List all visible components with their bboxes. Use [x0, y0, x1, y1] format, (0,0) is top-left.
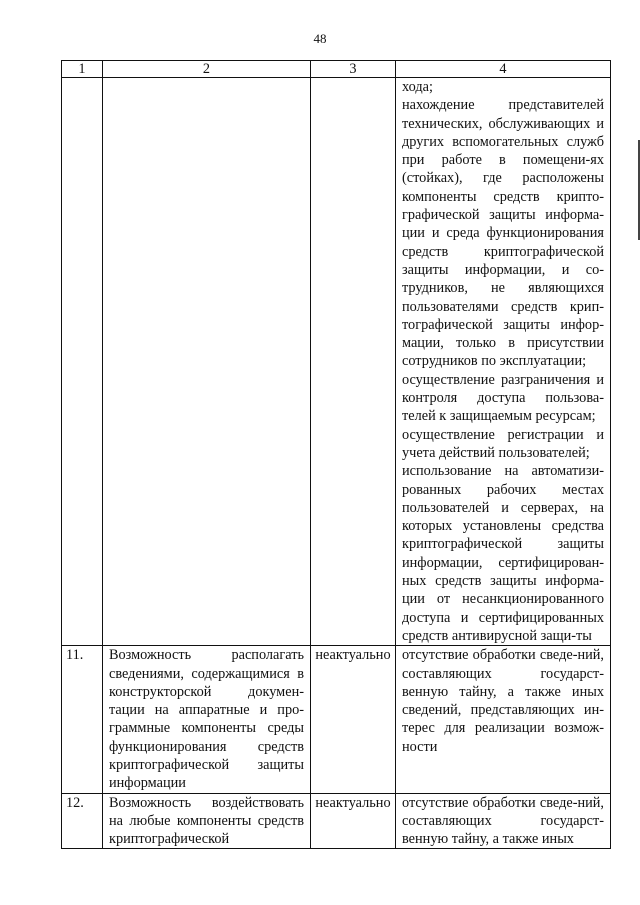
header-col-3: 3 — [311, 61, 396, 78]
table-row — [62, 793, 611, 849]
cell-description-empty — [103, 78, 311, 646]
justification-text: отсутствие обработки сведе-ний, составляющих государст-венную тайну, а также иных — [396, 793, 611, 849]
relevance-status: неактуально — [311, 793, 396, 849]
row-number: 12. — [62, 793, 103, 849]
justification-text: нахождение представителей технических, обслуживающих и других вспомогательных служб при работе в помещени-ях (стойках), где расположены компоненты средств крипто-графической защиты информа-ции и среда функционирования средств криптографической защиты информации, и со-трудников, не являющихся пользователями средств крип-тографической защиты инфор-мации, только в присутствии сотрудников по эксплуатации; — [402, 97, 604, 370]
cell-status-empty — [311, 78, 396, 646]
header-col-2: 2 — [103, 61, 311, 78]
threat-table — [61, 60, 611, 849]
row-number: 11. — [62, 646, 103, 793]
justification-text: хода; — [402, 79, 433, 95]
justification-text: осуществление регистрации и учета действий пользователей; — [402, 426, 604, 461]
threat-description: Возможность воздействовать на любые компоненты средств криптографической — [103, 793, 311, 849]
table-row-continuation — [62, 78, 611, 646]
justification-text: осуществление разграничения и контроля доступа пользова-телей к защищаемым ресурсам; — [402, 371, 604, 425]
table-header-row — [62, 61, 611, 78]
justification-text: использование на автоматизи-рованных рабочих местах пользователей и серверах, на которых установлены средства криптографической защиты информации, сертифицирован-ных средств защиты информа-ции от несанкционированного доступа и сертифицированных средств антивирусной защи-ты — [402, 463, 604, 644]
relevance-status: неактуально — [311, 646, 396, 793]
cell-num-empty — [62, 78, 103, 646]
cell-justification-continued — [396, 78, 611, 646]
threat-description: Возможность располагать сведениями, содержащимися в конструкторской докумен-тации на аппаратные и про-граммные компоненты среды функционирования средств криптографической защиты информации — [103, 646, 311, 793]
header-col-1: 1 — [62, 61, 103, 78]
page-number: 48 — [313, 31, 327, 46]
header-col-4: 4 — [396, 61, 611, 78]
justification-text: отсутствие обработки сведе-ний, составляющих государст-венную тайну, а также иных сведений, представляющих ин-терес для реализации возмож-ности — [396, 646, 611, 793]
table-row — [62, 646, 611, 793]
